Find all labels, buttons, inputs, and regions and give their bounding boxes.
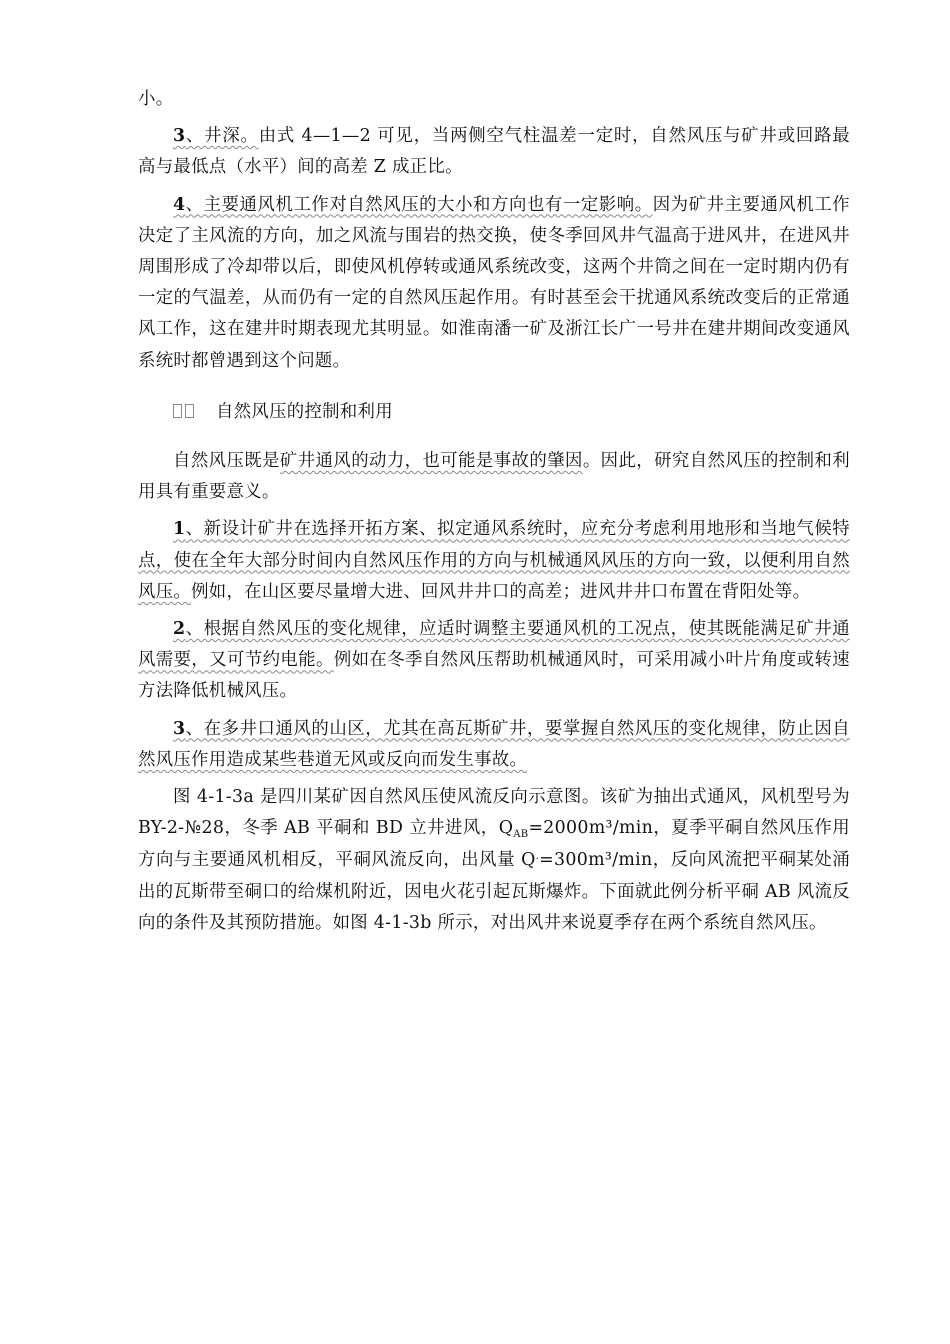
paragraph-fan-influence [138, 190, 850, 377]
paragraph-continuation: 小。 [138, 89, 174, 109]
paragraph-item-3 [138, 714, 850, 776]
item-number: 3 [173, 718, 186, 739]
intro-text-end: 。因此，研究自然风压的控制和利用具有重要意义。 [138, 451, 850, 503]
item-heading: 、主要通风机工作对自然风压的大小和方向也有一定影响。 [185, 194, 653, 215]
item-body: 例如，在山区要尽量增大进、回风井井口的高差；进风井井口布置在背阳处等。 [191, 581, 811, 602]
item-heading: 、井深。 [185, 126, 259, 147]
paragraph-item-2 [138, 614, 850, 708]
item-number: 2 [173, 619, 186, 640]
example-text-2: =2000m³/min，夏季平硐自然风压作用方向与主要通风机相反，平硐风流反向，出风量 Q [138, 818, 850, 871]
intro-text: 自然风压既是 [173, 451, 280, 472]
subscript-ab: AB [513, 829, 529, 841]
paragraph-item-1 [138, 514, 850, 608]
item-number: 3 [173, 126, 186, 147]
subscript-dot: · [535, 854, 540, 866]
document-page [138, 84, 850, 939]
example-text-3: =300m³/min，反向风流把平硐某处涌出的瓦斯带至硐口的给煤机附近，因电火花引起瓦斯爆炸。下面就此例分析平硐 AB 风流反向的条件及其预防措施。如图 4-1-3b 所示，对出风井来说夏季存在两个系统自然风压。 [138, 850, 851, 933]
item-body: 因为矿井主要通风机工作决定了主风流的方向，加之风流与围岩的热交换，使冬季回风井气温高于进风井，在进风井周围形成了冷却带以后，即使风机停转或通风系统改变，这两个井筒之间在一定时期内仍有一定的气温差，从而仍有一定的自然风压起作用。有时甚至会干扰通风系统改变后的正常通风工作，这在建井时期表现尤其明显。如淮南潘一矿及浙江长广一号井在建井期间改变通风系统时都曾遇到这个问题。 [138, 194, 850, 371]
paragraph-intro [138, 446, 850, 508]
item-body: 例如在冬季自然风压帮助机械通风时，可采用减小叶片角度或转速方法降低机械风压。 [138, 650, 850, 702]
placeholder-glyph-icon [173, 404, 182, 418]
intro-emphasis: 矿井通风的动力，也可能是事故的肇因 [279, 451, 583, 472]
placeholder-glyph-icon [185, 404, 194, 418]
item-number: 1 [173, 519, 186, 540]
section-heading [138, 397, 850, 428]
paragraph-shaft-depth [138, 121, 850, 183]
section-title: 自然风压的控制和利用 [216, 401, 393, 422]
paragraph-example [138, 782, 850, 939]
item-heading: 、根据自然风压的变化规律，应适时调整主要通风机的工况点，使其既能满足矿井通风需要，又可节约电能。 [138, 619, 850, 671]
item-number: 4 [173, 194, 186, 215]
item-heading: 、在多井口通风的山区，尤其在高瓦斯矿井，要掌握自然风压的变化规律，防止因自然风压作用造成某些巷道无风或反向而发生事故。 [138, 718, 850, 770]
item-body: 由式 4—1—2 可见，当两侧空气柱温差一定时，自然风压与矿井或回路最高与最低点（水平）间的高差 Z 成正比。 [138, 126, 850, 178]
example-text: 图 4-1-3a 是四川某矿因自然风压使风流反向示意图。该矿为抽出式通风，风机型号为 BY-2-№28，冬季 AB 平硐和 BD 立井进风，Q [138, 787, 850, 839]
item-heading: 、新设计矿井在选择开拓方案、拟定通风系统时，应充分考虑利用地形和当地气候特点，使在全年大部分时间内自然风压作用的方向与机械通风风压的方向一致，以便利用自然风压。 [138, 519, 850, 602]
